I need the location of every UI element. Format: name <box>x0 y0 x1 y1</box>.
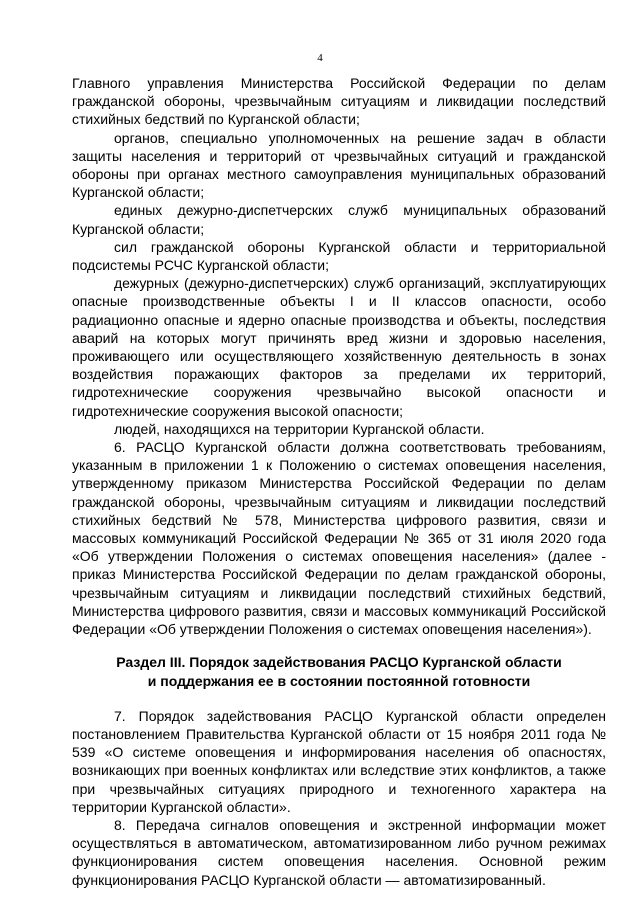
paragraph-dispatch-services: единых дежурно-диспетчерских служб муниципальных образований Курганской области; <box>72 202 606 237</box>
paragraph-item-8: 8. Передача сигналов оповещения и экстренной информации может осуществляться в автоматическом, автоматизированном либо ручном режимах функционирования систем оповещения населения. Основной режим функционирования РАСЦО Курганской области — автоматизированный. <box>72 816 606 888</box>
paragraph-item-7: 7. Порядок задействования РАСЦО Курганской области определен постановлением Правительства Курганской области от 15 ноября 2011 года № 539 «О системе оповещения и информирования населения об опасностях, возникающих при военных конфликтах или вследствие этих конфликтов, а также при чрезвычайных ситуациях природного и техногенного характера на территории Курганской области». <box>72 707 606 815</box>
paragraph-authorities: органов, специально уполномоченных на решение задач в области защиты населения и территорий от чрезвычайных ситуаций и гражданской обороны при органах местного самоуправления муниципальных образований Курганской области; <box>72 129 606 201</box>
paragraph-item-6: 6. РАСЦО Курганской области должна соответствовать требованиям, указанным в приложении 1 к Положению о системах оповещения населения, утвержденному приказом Министерства Российской Федерации по делам гражданской обороны, чрезвычайным ситуациям и ликвидации последствий стихийных бедствий № 578, Министерства цифрового развития, связи и массовых коммуникаций Российской Федерации № 365 от 31 июля 2020 года «Об утверждении Положения о системах оповещения населения» (далее - приказ Министерства Российской Федерации по делам гражданской обороны, чрезвычайным ситуациям и ликвидации последствий стихийных бедствий, Министерства цифрового развития, связи и массовых коммуникаций Российской Федерации «Об утверждении Положения о системах оповещения населения»). <box>72 439 606 638</box>
paragraph-civil-defense-forces: сил гражданской обороны Курганской области и территориальной подсистемы РСЧС Курганской области; <box>72 238 606 274</box>
section-heading-line-1: Раздел III. Порядок задействования РАСЦО Курганской области <box>116 654 562 671</box>
section-heading-line-2: и поддержания ее в состоянии постоянной готовности <box>147 672 531 689</box>
section-heading <box>72 653 606 689</box>
paragraph-organizations: дежурных (дежурно-диспетчерских) служб организаций, эксплуатирующих опасные производственные объекты I и II классов опасности, особо радиационно опасные и ядерно опасные производства и объекты, последствия аварий на которых могут причинять вред жизни и здоровью населения, проживающего или осуществляющего хозяйственную деятельность в зонах воздействия поражающих факторов за пределами их территорий, гидротехнические сооружения чрезвычайно высокой опасности и гидротехнические сооружения высокой опасности; <box>72 275 606 419</box>
paragraph-continuation: Главного управления Министерства Российской Федерации по делам гражданской обороны, чрезвычайным ситуациям и ликвидации последствий стихийных бедствий по Курганской области; <box>72 75 606 128</box>
document-body <box>72 74 606 889</box>
paragraph-people: людей, находящихся на территории Курганской области. <box>114 420 485 437</box>
page-number: 4 <box>317 52 323 64</box>
